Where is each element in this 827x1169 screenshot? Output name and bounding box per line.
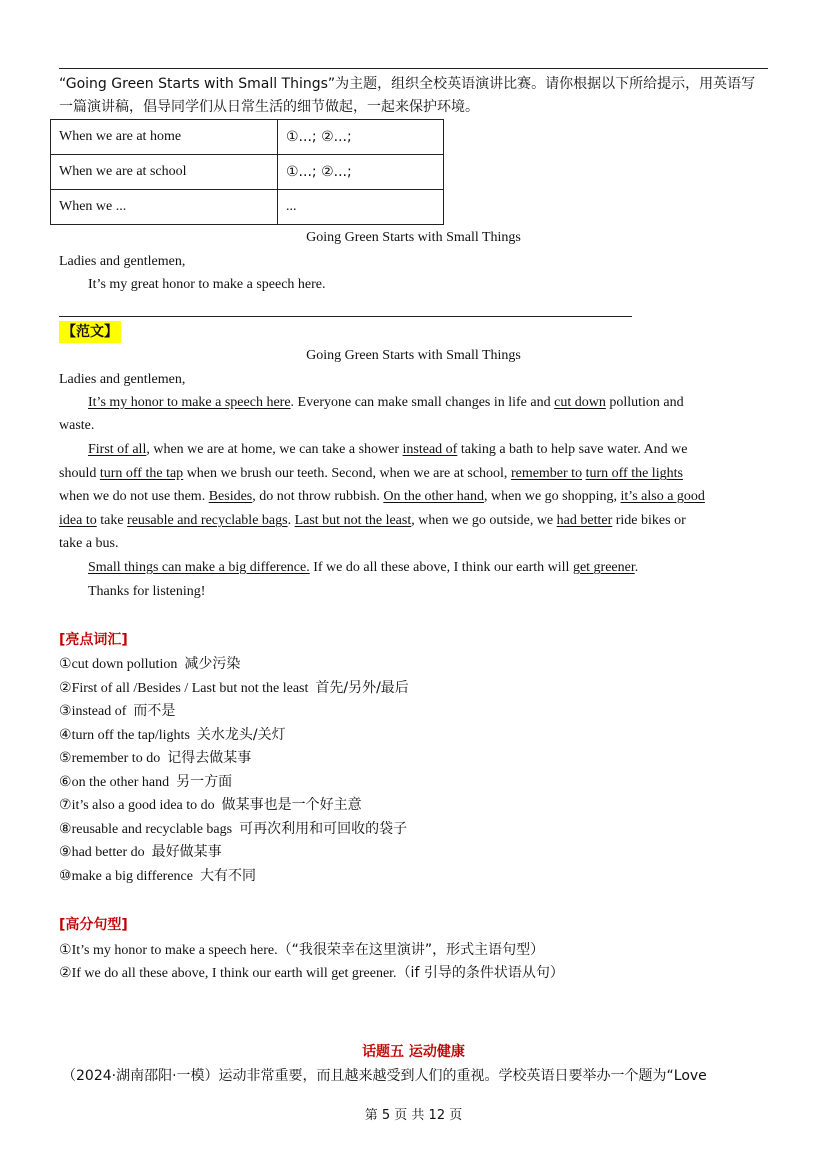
table-row bbox=[51, 190, 444, 225]
item-zh: 可再次利用和可回收的袋子 bbox=[239, 821, 408, 837]
task-opening: It’s my great honor to make a speech here. bbox=[88, 277, 326, 292]
item-number: ⑦ bbox=[59, 797, 72, 813]
text: , when we are at home, we can take a shower bbox=[146, 442, 403, 457]
item-en: it’s also a good idea to do bbox=[71, 798, 215, 813]
model-greeting: Ladies and gentlemen, bbox=[59, 372, 186, 387]
text: should bbox=[59, 466, 100, 481]
item-en: had better do bbox=[71, 845, 145, 860]
list-item bbox=[59, 940, 544, 961]
item-zh: 而不是 bbox=[133, 703, 176, 719]
list-item bbox=[59, 725, 286, 746]
item-en: reusable and recyclable bags bbox=[71, 822, 233, 837]
list-item bbox=[59, 772, 232, 793]
phrase: Small things can make a big difference. bbox=[88, 560, 310, 575]
phrase: Last but not the least bbox=[294, 513, 412, 528]
model-para-2-line-4 bbox=[59, 511, 686, 531]
sentences-title: [高分句型] bbox=[59, 917, 128, 933]
phrase: reusable and recyclable bags bbox=[127, 513, 288, 528]
text: , do not throw rubbish. bbox=[252, 489, 384, 504]
text: when we do not use them. bbox=[59, 489, 209, 504]
item-number: ⑤ bbox=[59, 750, 72, 766]
text: . bbox=[287, 513, 295, 528]
item-zh: 首先/另外/最后 bbox=[315, 680, 409, 696]
topic-title: 话题五 运动健康 bbox=[362, 1044, 465, 1060]
item-en: It’s my honor to make a speech here. bbox=[71, 943, 278, 958]
item-zh: 最好做某事 bbox=[151, 844, 222, 860]
item-number: ① bbox=[59, 942, 72, 958]
item-number: ② bbox=[59, 680, 72, 696]
list-item bbox=[59, 678, 409, 699]
phrase: remember to bbox=[510, 466, 583, 481]
phrase: cut down bbox=[554, 395, 606, 410]
task-title: Going Green Starts with Small Things bbox=[306, 230, 521, 245]
item-zh: 另一方面 bbox=[176, 774, 233, 790]
hint-when: When we are at school bbox=[51, 155, 278, 190]
text: pollution and bbox=[605, 395, 684, 410]
text: . bbox=[634, 560, 639, 575]
intro-line-1: “Going Green Starts with Small Things”为主题，组织全校英语演讲比赛。请你根据以下所给提示，用英语写 bbox=[59, 76, 756, 92]
text: , when we go shopping, bbox=[484, 489, 621, 504]
model-closing: Thanks for listening! bbox=[88, 584, 206, 599]
list-item bbox=[59, 866, 256, 887]
list-item bbox=[59, 654, 240, 675]
hint-when: When we ... bbox=[51, 190, 278, 225]
phrase: Besides bbox=[208, 489, 253, 504]
hint-what: ①...; ②...; bbox=[278, 120, 444, 155]
table-row bbox=[51, 155, 444, 190]
item-number: ② bbox=[59, 965, 72, 981]
item-zh: 做某事也是一个好主意 bbox=[221, 797, 362, 813]
text: take bbox=[96, 513, 128, 528]
text: taking a bath to help save water. And we bbox=[457, 442, 688, 457]
item-zh: 大有不同 bbox=[199, 868, 256, 884]
phrase: turn off the tap bbox=[99, 466, 184, 481]
phrase: turn off the lights bbox=[585, 466, 683, 481]
item-en: instead of bbox=[71, 704, 127, 719]
item-en: First of all /Besides / Last but not the least bbox=[71, 681, 309, 696]
answer-line bbox=[59, 316, 632, 317]
item-number: ① bbox=[59, 656, 72, 672]
item-number: ⑨ bbox=[59, 844, 72, 860]
model-para-1-line-2: waste. bbox=[59, 418, 95, 433]
list-item bbox=[59, 748, 251, 769]
vocab-title: [亮点词汇] bbox=[59, 632, 128, 648]
topic-intro: （2024·湖南邵阳·一模）运动非常重要，而且越来越受到人们的重视。学校英语日要举办一个题为“Love bbox=[62, 1068, 707, 1084]
model-para-2-line-3 bbox=[59, 487, 705, 507]
task-greeting: Ladies and gentlemen, bbox=[59, 254, 186, 269]
text: ride bikes or bbox=[612, 513, 686, 528]
item-en: on the other hand bbox=[71, 775, 170, 790]
item-en: If we do all these above, I think our earth will get greener. bbox=[71, 966, 397, 981]
item-en: cut down pollution bbox=[71, 657, 178, 672]
hint-what: ①...; ②...; bbox=[278, 155, 444, 190]
item-number: ⑧ bbox=[59, 821, 72, 837]
phrase: had better bbox=[556, 513, 613, 528]
list-item bbox=[59, 701, 175, 722]
table-row bbox=[51, 120, 444, 155]
text: If we do all these above, I think our earth will bbox=[309, 560, 573, 575]
page-footer: 第 5 页 共 12 页 bbox=[364, 1108, 463, 1123]
model-title: Going Green Starts with Small Things bbox=[306, 348, 521, 363]
item-number: ⑥ bbox=[59, 774, 72, 790]
item-en: turn off the tap/lights bbox=[71, 728, 190, 743]
model-para-2-line-1 bbox=[88, 440, 688, 460]
hint-what: ... bbox=[278, 190, 444, 225]
item-zh: （“我很荣幸在这里演讲”，形式主语句型） bbox=[277, 942, 545, 958]
model-tag: 【范文】 bbox=[59, 321, 121, 343]
item-number: ⑩ bbox=[59, 868, 72, 884]
item-zh: 记得去做某事 bbox=[167, 750, 252, 766]
phrase: It’s my honor to make a speech here bbox=[88, 395, 291, 410]
list-item bbox=[59, 842, 222, 863]
phrase: First of all bbox=[88, 442, 147, 457]
model-para-3 bbox=[88, 558, 638, 578]
item-en: remember to do bbox=[71, 751, 161, 766]
text: , when we go outside, we bbox=[411, 513, 557, 528]
phrase: it’s also a good bbox=[620, 489, 705, 504]
item-en: make a big difference bbox=[71, 869, 193, 884]
hint-when: When we are at home bbox=[51, 120, 278, 155]
hint-table bbox=[50, 119, 444, 225]
list-item bbox=[59, 963, 564, 984]
item-number: ④ bbox=[59, 727, 72, 743]
top-rule bbox=[59, 68, 768, 69]
list-item bbox=[59, 819, 407, 840]
item-number: ③ bbox=[59, 703, 72, 719]
item-zh: 减少污染 bbox=[184, 656, 241, 672]
intro-line-2: 一篇演讲稿，倡导同学们从日常生活的细节做起，一起来保护环境。 bbox=[59, 99, 479, 115]
model-para-1-line-1 bbox=[88, 393, 684, 413]
model-para-2-line-2 bbox=[59, 464, 683, 484]
list-item bbox=[59, 795, 362, 816]
phrase: get greener bbox=[572, 560, 635, 575]
phrase: instead of bbox=[402, 442, 458, 457]
text: when we brush our teeth. Second, when we are at school, bbox=[183, 466, 511, 481]
item-zh: 关水龙头/关灯 bbox=[196, 727, 286, 743]
item-zh: （if 引导的条件状语从句） bbox=[396, 965, 564, 981]
text: . Everyone can make small changes in life and bbox=[290, 395, 555, 410]
model-para-2-line-5: take a bus. bbox=[59, 536, 119, 551]
phrase: On the other hand bbox=[383, 489, 485, 504]
phrase: idea to bbox=[59, 513, 97, 528]
